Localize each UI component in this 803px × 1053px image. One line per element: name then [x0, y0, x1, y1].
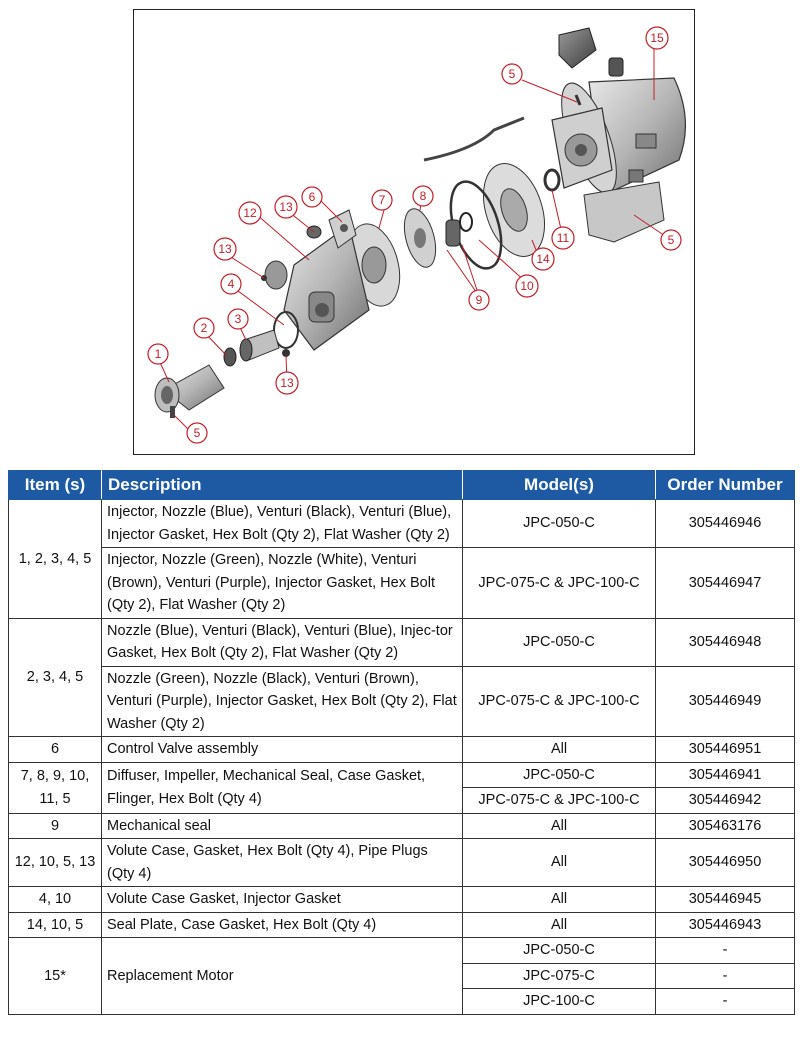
motor-part	[550, 77, 685, 242]
svg-text:8: 8	[419, 189, 427, 203]
svg-text:13: 13	[280, 376, 294, 390]
models-cell: JPC-100-C	[463, 989, 656, 1015]
svg-text:1: 1	[154, 347, 162, 361]
callout-14	[532, 248, 554, 270]
items-cell: 1, 2, 3, 4, 5	[9, 500, 102, 619]
callout-3	[228, 309, 248, 329]
models-cell: All	[463, 813, 656, 839]
callout-4	[221, 274, 241, 294]
items-cell: 4, 10	[9, 887, 102, 913]
items-cell: 7, 8, 9, 10, 11, 5	[9, 762, 102, 813]
svg-text:11: 11	[556, 231, 570, 245]
description-cell: Nozzle (Blue), Venturi (Black), Venturi (Blue), Injec-tor Gasket, Hex Bolt (Qty 2), Flat Washer (Qty 2)	[102, 618, 463, 666]
order-number-cell: 305446945	[656, 887, 795, 913]
svg-text:5: 5	[508, 67, 516, 81]
callout-7	[372, 190, 392, 210]
description-cell: Injector, Nozzle (Green), Nozzle (White), Venturi (Brown), Venturi (Purple), Injector Gasket, Hex Bolt (Qty 2), Flat Washer (Qty 2)	[102, 548, 463, 619]
models-cell: All	[463, 887, 656, 913]
order-number-cell: 305463176	[656, 813, 795, 839]
svg-text:12: 12	[243, 206, 257, 220]
callout-5-bottom	[187, 423, 207, 443]
callout-11	[552, 227, 574, 249]
order-number-cell: 305446951	[656, 737, 795, 763]
svg-text:14: 14	[536, 252, 550, 266]
callout-1	[148, 344, 168, 364]
models-cell: JPC-075-C & JPC-100-C	[463, 666, 656, 737]
svg-text:5: 5	[667, 233, 675, 247]
description-cell: Diffuser, Impeller, Mechanical Seal, Case Gasket, Flinger, Hex Bolt (Qty 4)	[102, 762, 463, 813]
svg-text:10: 10	[520, 279, 534, 293]
items-cell: 15*	[9, 938, 102, 1015]
pump-exploded-drawing	[134, 10, 696, 456]
header-order-number: Order Number	[656, 471, 795, 500]
venturi-part	[224, 330, 279, 366]
table-row	[9, 666, 795, 737]
order-number-cell: 305446942	[656, 788, 795, 814]
svg-text:5: 5	[193, 426, 201, 440]
callout-13-lower	[276, 372, 298, 394]
table-row	[9, 887, 795, 913]
callout-2	[194, 318, 214, 338]
table-row	[9, 618, 795, 666]
models-cell: All	[463, 839, 656, 887]
callout-12	[239, 202, 261, 224]
svg-text:3: 3	[234, 312, 242, 326]
svg-text:9: 9	[475, 293, 483, 307]
svg-text:4: 4	[227, 277, 235, 291]
order-number-cell: 305446946	[656, 500, 795, 548]
items-cell: 2, 3, 4, 5	[9, 618, 102, 737]
order-number-cell: 305446943	[656, 912, 795, 938]
table-row	[9, 762, 795, 788]
table-row	[9, 548, 795, 619]
order-number-cell: 305446947	[656, 548, 795, 619]
models-cell: JPC-075-C & JPC-100-C	[463, 788, 656, 814]
header-items: Item (s)	[9, 471, 102, 500]
header-description: Description	[102, 471, 463, 500]
callout-8	[413, 186, 433, 206]
description-cell: Nozzle (Green), Nozzle (Black), Venturi (Brown), Venturi (Purple), Injector Gasket, Hex Bolt (Qty 2), Flat Washer (Qty 2)	[102, 666, 463, 737]
svg-text:15: 15	[650, 31, 664, 45]
table-row	[9, 912, 795, 938]
parts-table	[8, 470, 795, 1015]
items-cell: 6	[9, 737, 102, 763]
description-cell: Injector, Nozzle (Blue), Venturi (Black), Venturi (Blue), Injector Gasket, Hex Bolt (Qty 2), Flat Washer (Qty 2)	[102, 500, 463, 548]
order-number-cell: 305446950	[656, 839, 795, 887]
models-cell: All	[463, 737, 656, 763]
models-cell: All	[463, 912, 656, 938]
description-cell: Volute Case Gasket, Injector Gasket	[102, 887, 463, 913]
callout-6	[302, 187, 322, 207]
description-cell: Replacement Motor	[102, 938, 463, 1015]
order-number-cell: -	[656, 938, 795, 964]
svg-text:6: 6	[308, 190, 316, 204]
callout-5-top	[502, 64, 522, 84]
callout-5-right	[661, 230, 681, 250]
svg-text:13: 13	[279, 200, 293, 214]
svg-text:7: 7	[378, 193, 386, 207]
callout-13-left	[214, 238, 236, 260]
table-row	[9, 938, 795, 964]
models-cell: JPC-050-C	[463, 938, 656, 964]
models-cell: JPC-050-C	[463, 762, 656, 788]
callout-15	[646, 27, 668, 49]
description-cell: Seal Plate, Case Gasket, Hex Bolt (Qty 4)	[102, 912, 463, 938]
models-cell: JPC-050-C	[463, 500, 656, 548]
table-row	[9, 813, 795, 839]
table-row	[9, 500, 795, 548]
description-cell: Control Valve assembly	[102, 737, 463, 763]
svg-text:2: 2	[200, 321, 208, 335]
table-header-row	[9, 471, 795, 500]
table-row	[9, 839, 795, 887]
items-cell: 9	[9, 813, 102, 839]
svg-text:13: 13	[218, 242, 232, 256]
order-number-cell: 305446948	[656, 618, 795, 666]
order-number-cell: 305446949	[656, 666, 795, 737]
impeller-part	[399, 205, 472, 270]
order-number-cell: -	[656, 989, 795, 1015]
table-row	[9, 737, 795, 763]
description-cell: Volute Case, Gasket, Hex Bolt (Qty 4), Pipe Plugs (Qty 4)	[102, 839, 463, 887]
exploded-parts-diagram	[133, 9, 695, 455]
order-number-cell: -	[656, 963, 795, 989]
items-cell: 12, 10, 5, 13	[9, 839, 102, 887]
models-cell: JPC-050-C	[463, 618, 656, 666]
callout-9	[469, 290, 489, 310]
items-cell: 14, 10, 5	[9, 912, 102, 938]
callout-10	[516, 275, 538, 297]
models-cell: JPC-075-C & JPC-100-C	[463, 548, 656, 619]
tube-part	[424, 118, 524, 160]
callout-13-upper	[275, 196, 297, 218]
header-models: Model(s)	[463, 471, 656, 500]
models-cell: JPC-075-C	[463, 963, 656, 989]
description-cell: Mechanical seal	[102, 813, 463, 839]
order-number-cell: 305446941	[656, 762, 795, 788]
